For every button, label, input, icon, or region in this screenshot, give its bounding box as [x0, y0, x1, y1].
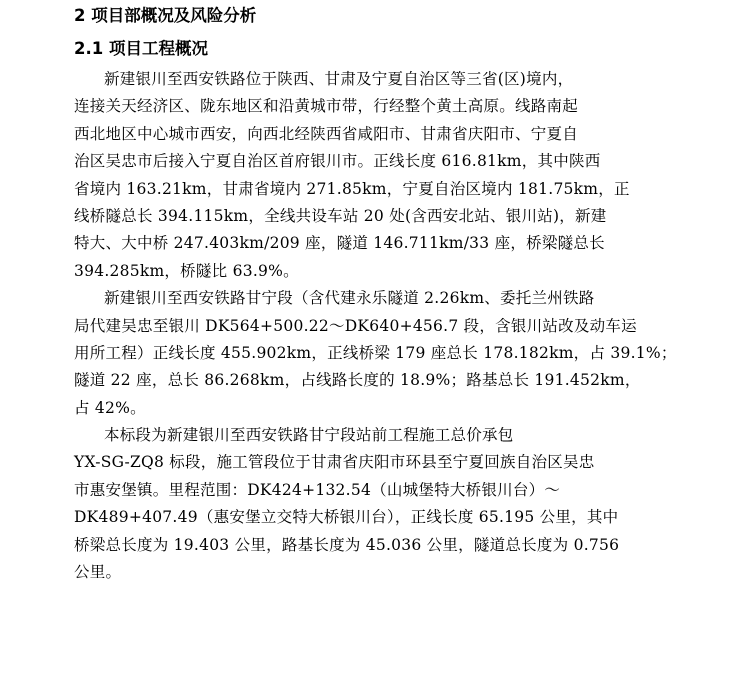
paragraph-line: 新建银川至西安铁路甘宁段（含代建永乐隧道 2.26km、委托兰州铁路	[104, 289, 595, 308]
paragraph-line: 西北地区中心城市西安，向西北经陕西省咸阳市、甘肃省庆阳市、宁夏自	[74, 124, 579, 143]
paragraph-line: 394.285km，桥隧比 63.9%。	[74, 261, 299, 280]
paragraph-line: 连接关天经济区、陇东地区和沿黄城市带，行经整个黄土高原。线路南起	[74, 97, 579, 116]
paragraph-line: 特大、大中桥 247.403km/209 座，隧道 146.711km/33 座，桥梁隧总长	[74, 234, 605, 253]
subsection-heading: 2.1 项目工程概况	[74, 39, 208, 58]
document-body	[74, 66, 677, 586]
paragraph-line: 线桥隧总长 394.115km，全线共设车站 20 处(含西安北站、银川站)，新建	[74, 206, 607, 225]
paragraph-line: 治区吴忠市后接入宁夏自治区首府银川市。正线长度 616.81km，其中陕西	[74, 152, 601, 171]
paragraph-line: DK489+407.49（惠安堡立交特大桥银川台），正线长度 65.195 公里，其中	[74, 508, 619, 527]
section-heading: 2 项目部概况及风险分析	[74, 6, 257, 25]
paragraph-line: 占 42%。	[74, 398, 146, 417]
paragraph-project-overview	[74, 66, 674, 285]
paragraph-line: 桥梁总长度为 19.403 公里，路基长度为 45.036 公里，隧道总长度为 0.756	[74, 535, 620, 554]
paragraph-line: 局代建吴忠至银川 DK564+500.22～DK640+456.7 段，含银川站改及动车运	[74, 316, 637, 335]
paragraph-line: 新建银川至西安铁路位于陕西、甘肃及宁夏自治区等三省(区)境内，	[104, 70, 574, 88]
paragraph-line: YX-SG-ZQ8 标段，施工管段位于甘肃省庆阳市环县至宁夏回族自治区吴忠	[74, 453, 595, 472]
paragraph-line: 公里。	[74, 563, 122, 582]
paragraph-gansu-ningxia-section	[74, 285, 677, 422]
paragraph-line: 隧道 22 座，总长 86.268km，占线路长度的 18.9%；路基总长 191.452km，	[74, 371, 641, 390]
paragraph-line: 本标段为新建银川至西安铁路甘宁段站前工程施工总价承包	[104, 426, 514, 445]
paragraph-line: 用所工程）正线长度 455.902km，正线桥梁 179 座总长 178.182km，占 39.1%；	[74, 343, 677, 362]
paragraph-line: 市惠安堡镇。里程范围：DK424+132.54（山城堡特大桥银川台）～	[74, 480, 561, 499]
paragraph-bid-section	[74, 422, 674, 586]
paragraph-line: 省境内 163.21km，甘肃省境内 271.85km，宁夏自治区境内 181.75km，正	[74, 179, 630, 198]
